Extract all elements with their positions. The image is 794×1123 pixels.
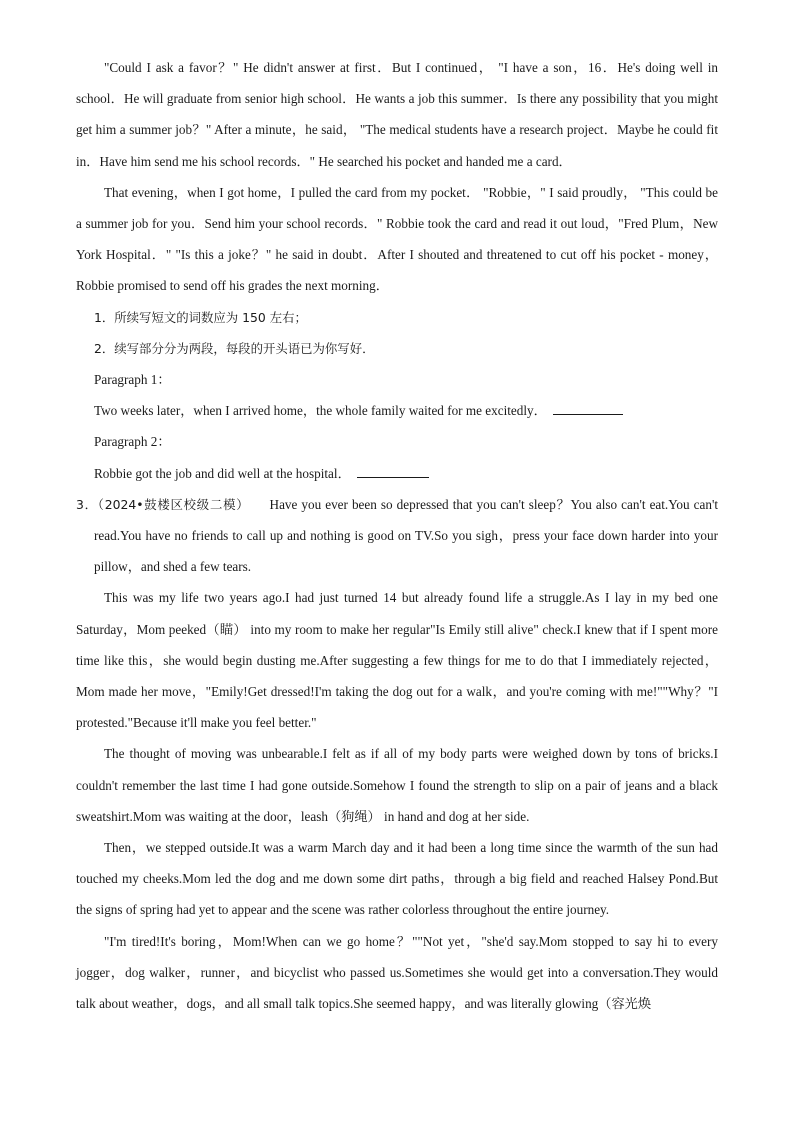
question-3-intro — [76, 489, 718, 583]
paragraph-2-opener-text: Robbie got the job and did well at the hospital． — [94, 465, 351, 481]
paragraph-2-label: Paragraph 2： — [94, 434, 171, 450]
instruction-item-2: 2．续写部分分为两段，每段的开头语已为你写好． — [94, 340, 375, 356]
answer-blank-1[interactable] — [553, 400, 623, 415]
question-3-intro-text: Have you ever been so depressed that you can't sleep？You also can't eat.You can't read.You have no friends to call up and nothing is good on TV.So you sigh，press your face down harder into your pillow，and shed a few tears. — [94, 496, 719, 575]
question-3-paragraph-4: "I'm tired!It's boring，Mom!When can we go home？""Not yet，"she'd say.Mom stopped to say hi to every jogger，dog walker，runner，and bicyclist who passed us.Sometimes she would get into a conversation.They would talk about weather，dogs，and all small talk topics.She seemed happy，and was literally glowing（容光焕 — [76, 933, 718, 1012]
answer-blank-2[interactable] — [357, 463, 429, 478]
paragraph-1-label: Paragraph 1： — [94, 372, 171, 388]
document-page — [76, 52, 718, 1019]
story-paragraph-1: "Could I ask a favor？" He didn't answer at first．But I continued， "I have a son，16．He's doing well in school．He will graduate from senior high school．He wants a job this summer．Is there any possibility that you might get him a summer job？" After a minute，he said， "The medical students have a research project．Maybe he could fit in．Have him send me his school records．" He searched his pocket and handed me a card． — [76, 60, 718, 169]
paragraph-2-opener — [76, 458, 718, 489]
instruction-item-1: 1．所续写短文的词数应为 150 左右； — [94, 309, 307, 325]
question-3-paragraph-3: Then，we stepped outside.It was a warm March day and it had been a long time since the warmth of the sun had touched my cheeks.Mom led the dog and me down some dirt paths，through a big field and reached Halsey Pond.But the signs of spring had yet to appear and the scene was rather colorless throughout the entire journey. — [76, 840, 718, 918]
story-paragraph-2: That evening，when I got home，I pulled the card from my pocket． "Robbie，" I said proudly， "This could be a summer job for you．Send him your school records．" Robbie took the card and read it out loud，"Fred Plum，New York Hospital．" "Is this a joke？" he said in doubt．After I shouted and threatened to cut off his pocket - money，Robbie promised to send off his grades the next morning． — [76, 184, 718, 294]
paragraph-1-opener-text: Two weeks later，when I arrived home，the whole family waited for me excitedly． — [94, 403, 547, 419]
question-3-number: 3．（2024•鼓楼区校级二模） — [76, 496, 250, 512]
question-3-paragraph-2: The thought of moving was unbearable.I felt as if all of my body parts were weighed down by tons of bricks.I couldn't remember the last time I had gone outside.Somehow I found the strength to slip on a pair of jeans and a black sweatshirt.Mom was waiting at the door，leash（狗绳） in hand and dog at her side. — [76, 746, 718, 824]
paragraph-1-opener — [76, 395, 718, 426]
question-3-paragraph-1: This was my life two years ago.I had just turned 14 but already found life a struggle.As I lay in my bed one Saturday，Mom peeked（瞄） into my room to make her regular"Is Emily still alive" check.I knew that if I spent more time like this，she would begin dusting me.After suggesting a few things for me to do that I immediately rejected，Mom made her move，"Emily!Get dressed!I'm taking the dog out for a walk，and you're coming with me!""Why？"I protested."Because it'll make you feel better." — [76, 590, 718, 731]
